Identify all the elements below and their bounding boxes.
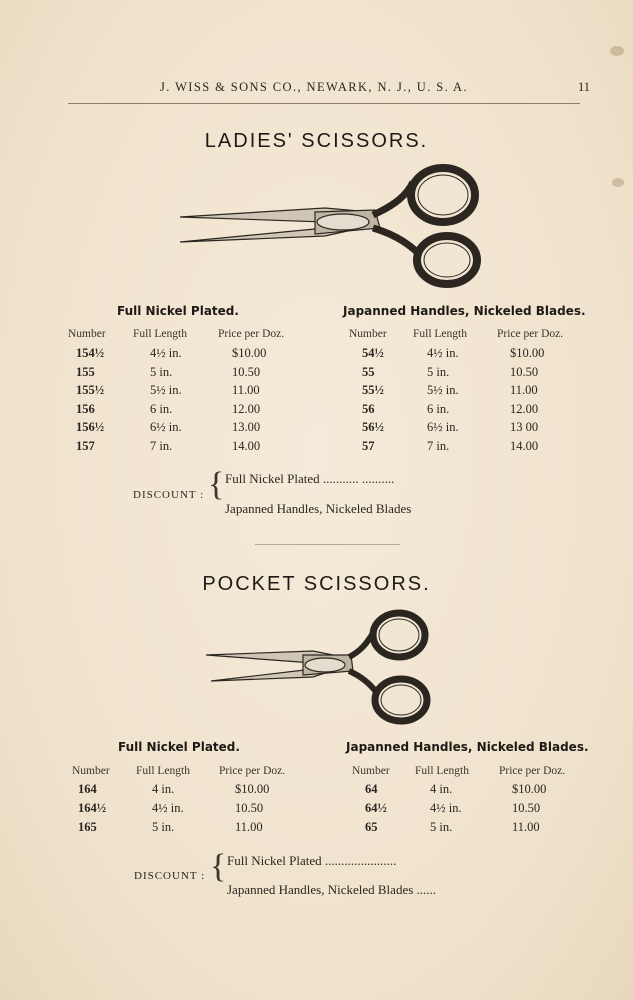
column-header-length: Full Length xyxy=(415,765,469,777)
price-cell: 12.00 xyxy=(510,401,539,416)
length-cell: 4½ in. xyxy=(150,346,182,360)
discount-line: Full Nickel Plated ...................... xyxy=(227,853,397,868)
column-header-number: Number xyxy=(72,765,110,777)
price-cell: 14.00 xyxy=(510,438,539,453)
length-cell: 6 in. xyxy=(150,401,173,416)
price-cell: 10.50 xyxy=(235,801,264,815)
column-header-price: Price per Doz. xyxy=(219,765,286,777)
item-number-cell: 55 xyxy=(362,364,375,379)
item-number-cell: 164½ xyxy=(78,801,107,815)
item-number-cell: 56½ xyxy=(362,420,384,434)
ladies-left-heading: Full Nickel Plated. xyxy=(117,304,239,318)
item-number-cell: 55½ xyxy=(362,383,384,397)
header-rule xyxy=(68,103,580,104)
discount-line: Full Nickel Plated ........... .......... xyxy=(225,471,395,486)
column-header-number: Number xyxy=(352,765,390,777)
item-number-cell: 54½ xyxy=(362,346,384,360)
item-number-cell: 164 xyxy=(78,782,97,796)
item-number-cell: 57 xyxy=(362,438,375,453)
price-cell: 11.00 xyxy=(512,820,540,834)
column-header-length: Full Length xyxy=(133,328,187,340)
item-number-cell: 155 xyxy=(76,364,95,379)
price-cell: 10.50 xyxy=(232,364,261,379)
length-cell: 5 in. xyxy=(152,820,175,834)
discount-line: Japanned Handles, Nickeled Blades ...... xyxy=(227,882,437,897)
price-cell: $10.00 xyxy=(512,782,547,796)
length-cell: 6½ in. xyxy=(150,420,182,434)
price-cell: 11.00 xyxy=(510,383,538,397)
price-cell: 10.50 xyxy=(512,801,541,815)
price-cell: $10.00 xyxy=(232,346,267,360)
brace-glyph: { xyxy=(210,848,227,885)
price-cell: $10.00 xyxy=(510,346,545,360)
item-number-cell: 165 xyxy=(78,820,97,834)
length-cell: 5 in. xyxy=(430,820,453,834)
column-header-price: Price per Doz. xyxy=(497,328,564,340)
column-header-length: Full Length xyxy=(136,765,190,777)
length-cell: 5½ in. xyxy=(427,383,459,397)
price-cell: 13 00 xyxy=(510,420,539,434)
column-header-number: Number xyxy=(68,328,106,340)
length-cell: 5 in. xyxy=(427,364,450,379)
section-title-pocket: POCKET SCISSORS. xyxy=(202,573,431,595)
price-cell: 10.50 xyxy=(510,364,539,379)
section-separator xyxy=(255,544,400,545)
item-number-cell: 56 xyxy=(362,401,375,416)
page-number: 11 xyxy=(577,80,590,94)
ladies-right-heading: Japanned Handles, Nickeled Blades. xyxy=(343,304,586,318)
length-cell: 7 in. xyxy=(150,438,173,453)
length-cell: 5 in. xyxy=(150,364,173,379)
discount-label: DISCOUNT : xyxy=(133,489,205,501)
page-header xyxy=(60,80,590,102)
length-cell: 5½ in. xyxy=(150,383,182,397)
pocket-scissors-illustration xyxy=(203,605,433,725)
ladies-scissors-illustration xyxy=(175,160,485,290)
length-cell: 4½ in. xyxy=(152,801,184,815)
item-number-cell: 154½ xyxy=(76,346,105,360)
discount-label: DISCOUNT : xyxy=(134,870,206,882)
brace-glyph: { xyxy=(208,466,225,503)
item-number-cell: 155½ xyxy=(76,383,105,397)
pocket-right-heading: Japanned Handles, Nickeled Blades. xyxy=(346,740,589,754)
length-cell: 4 in. xyxy=(152,782,175,796)
length-cell: 6½ in. xyxy=(427,420,459,434)
price-cell: 11.00 xyxy=(232,383,260,397)
item-number-cell: 156½ xyxy=(76,420,105,434)
column-header-price: Price per Doz. xyxy=(499,765,566,777)
price-cell: 13.00 xyxy=(232,420,261,434)
item-number-cell: 156 xyxy=(76,401,95,416)
column-header-price: Price per Doz. xyxy=(218,328,285,340)
price-cell: 12.00 xyxy=(232,401,261,416)
price-cell: $10.00 xyxy=(235,782,270,796)
item-number-cell: 64 xyxy=(365,782,378,796)
paper-stain xyxy=(612,178,624,187)
header-text: J. WISS & SONS CO., NEWARK, N. J., U. S. A. xyxy=(160,80,468,94)
length-cell: 6 in. xyxy=(427,401,450,416)
item-number-cell: 65 xyxy=(365,820,378,834)
column-header-length: Full Length xyxy=(413,328,467,340)
length-cell: 7 in. xyxy=(427,438,450,453)
price-cell: 14.00 xyxy=(232,438,261,453)
length-cell: 4½ in. xyxy=(427,346,459,360)
discount-line: Japanned Handles, Nickeled Blades xyxy=(225,501,412,516)
column-header-number: Number xyxy=(349,328,387,340)
pocket-left-heading: Full Nickel Plated. xyxy=(118,740,240,754)
item-number-cell: 64½ xyxy=(365,801,387,815)
length-cell: 4 in. xyxy=(430,782,453,796)
paper-stain xyxy=(610,46,624,56)
section-title-ladies: LADIES' SCISSORS. xyxy=(204,130,429,152)
price-cell: 11.00 xyxy=(235,820,263,834)
length-cell: 4½ in. xyxy=(430,801,462,815)
item-number-cell: 157 xyxy=(76,438,95,453)
